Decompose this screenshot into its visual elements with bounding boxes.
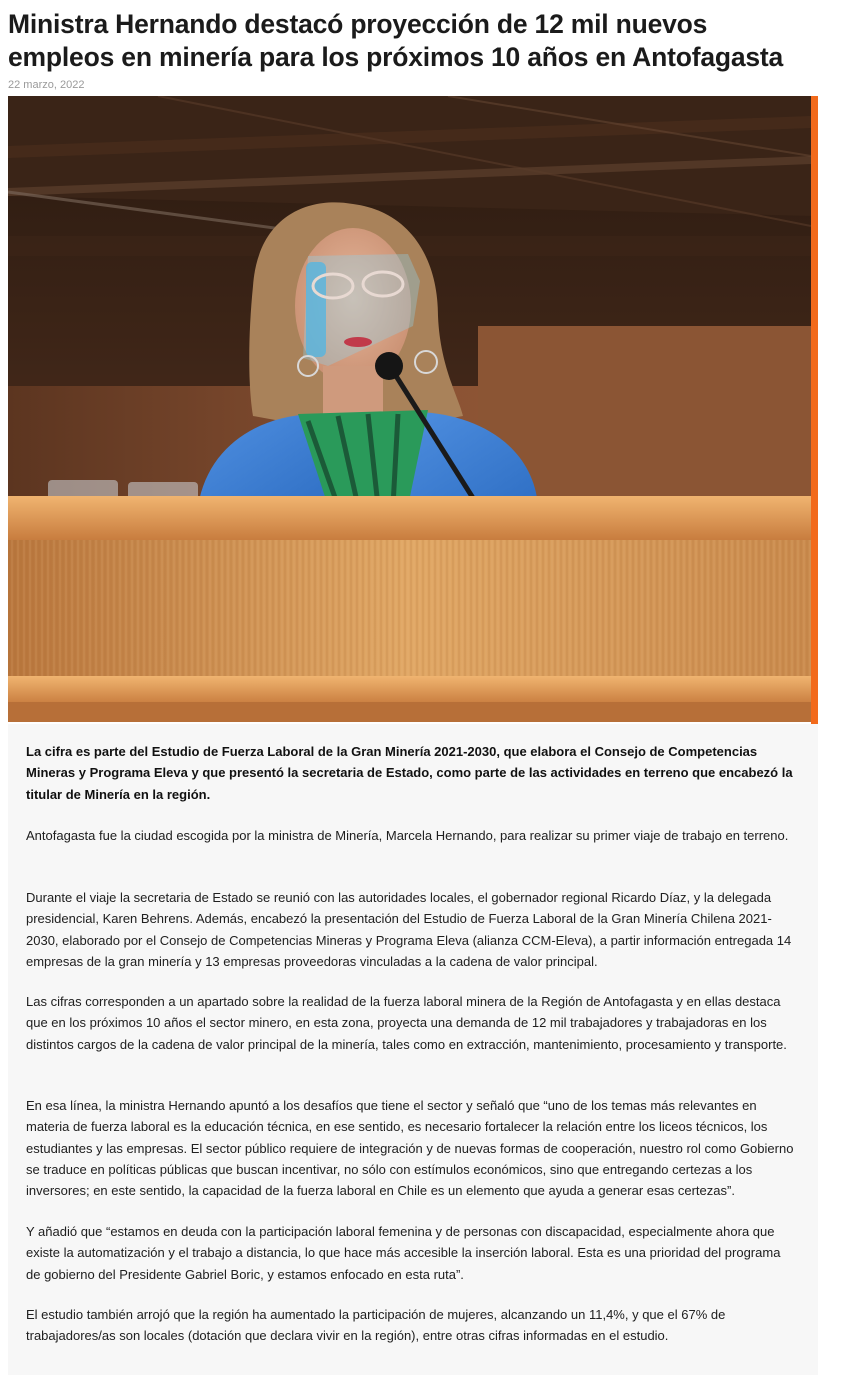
- article-date: 22 marzo, 2022: [8, 79, 85, 91]
- article-paragraph: En esa línea, la ministra Hernando apuntó a los desafíos que tiene el sector y señaló que “uno de los temas más relevantes en materia de fuerza laboral es la educación técnica, en ese sentido, es necesario fortalecer la relación entre los liceos técnicos, los estudiantes y las empresas. El sector público requiere de integración y de nuevas formas de cooperación, nuestro rol como Gobierno se traduce en políticas públicas que buscan incentivar, no sólo con estímulos económicos, sino que entregando certezas a los inversores; en este sentido, la capacidad de la fuerza laboral en Chile es un elemento que ayuda a generar esas certezas”.: [26, 1098, 794, 1199]
- article-body: [8, 724, 818, 1375]
- article-lead: La cifra es parte del Estudio de Fuerza Laboral de la Gran Minería 2021-2030, que elabora el Consejo de Competencias Mineras y Programa Eleva y que presentó la secretaria de Estado, como parte de las actividades en terreno que encabezó la titular de Minería en la región.: [26, 744, 793, 802]
- article-paragraph: Y añadió que “estamos en deuda con la participación laboral femenina y de personas con discapacidad, especialmente ahora que existe la automatización y el trabajo a distancia, lo que hace más accesible la inserción laboral. Esta es una prioridad del programa de gobierno del Presidente Gabriel Boric, y estamos enfocado en esta ruta”.: [26, 1224, 781, 1282]
- photo-accent-bar: [811, 96, 818, 724]
- article-headline: Ministra Hernando destacó proyección de 12 mil nuevos empleos en minería para los próximos 10 años en Antofagasta: [8, 9, 784, 72]
- article-paragraph: Antofagasta fue la ciudad escogida por la ministra de Minería, Marcela Hernando, para realizar su primer viaje de trabajo en terreno.: [26, 828, 789, 843]
- article-photo: [8, 96, 811, 722]
- article-paragraph: Las cifras corresponden a un apartado sobre la realidad de la fuerza laboral minera de la Región de Antofagasta y en ellas destaca que en los próximos 10 años el sector minero, en esta zona, proyecta una demanda de 12 mil trabajadores y trabajadoras en los distintos cargos de la cadena de valor principal de la minería, tales como en extracción, mantenimiento, procesamiento y transporte.: [26, 994, 787, 1052]
- article-paragraph: Durante el viaje la secretaria de Estado se reunió con las autoridades locales, el gobernador regional Ricardo Díaz, y la delegada presidencial, Karen Behrens. Además, encabezó la presentación del Estudio de Fuerza Laboral de la Gran Minería Chilena 2021-2030, elaborado por el Consejo de Competencias Mineras y Programa Eleva (alianza CCM-Eleva), a partir información entregada 14 empresas de la gran minería y 13 empresas proveedoras vinculadas a la cadena de valor principal.: [26, 890, 792, 969]
- article-paragraph: El estudio también arrojó que la región ha aumentado la participación de mujeres, alcanzando un 11,4%, y que el 67% de trabajadores/as son locales (dotación que declara vivir en la región), entre otras cifras informadas en el estudio.: [26, 1307, 726, 1344]
